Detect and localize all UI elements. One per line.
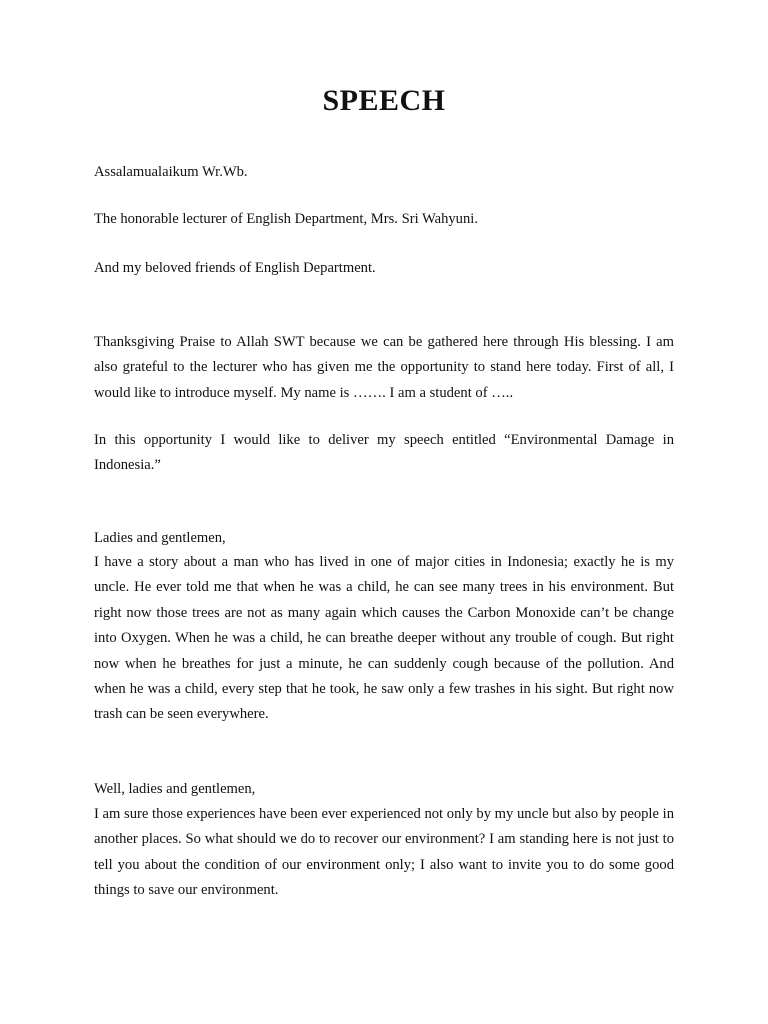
document-title: SPEECH bbox=[322, 84, 446, 117]
paragraph-invite: I am sure those experiences have been ever experienced not only by my uncle but also by people in another places. So what should we do to recover our environment? I am standing here is not just to tell you about the condition of our environment only; I also want to invite you to do some good things to save our environment. bbox=[94, 806, 674, 899]
paragraph-story: I have a story about a man who has lived in one of major cities in Indonesia; exactly he is my uncle. He ever told me that when he was a child, he can see many trees in his environment. But right now those trees are not as many again which causes the Carbon Monoxide can’t be change into Oxygen. When he was a child, he can breathe deeper without any trouble of cough. But right now when he breathes for just a minute, he can suddenly cough because of the pollution. And when he was a child, every step that he took, he saw only a few trashes in his sight. But right now trash can be seen everywhere. bbox=[94, 554, 674, 723]
salutation-ladies-gentlemen: Ladies and gentlemen, bbox=[94, 530, 226, 546]
address-lecturer: The honorable lecturer of English Department, Mrs. Sri Wahyuni. bbox=[94, 211, 478, 227]
paragraph-topic: In this opportunity I would like to deliver my speech entitled “Environmental Damage in Indonesia.” bbox=[94, 432, 674, 474]
greeting: Assalamualaikum Wr.Wb. bbox=[94, 164, 248, 180]
address-friends: And my beloved friends of English Department. bbox=[94, 260, 376, 276]
paragraph-opening: Thanksgiving Praise to Allah SWT because we can be gathered here through His blessing. I am also grateful to the lecturer who has given me the opportunity to stand here today. First of all, I would like to introduce myself. My name is ……. I am a student of ….. bbox=[94, 334, 674, 401]
salutation-well-ladies-gentlemen: Well, ladies and gentlemen, bbox=[94, 781, 256, 797]
